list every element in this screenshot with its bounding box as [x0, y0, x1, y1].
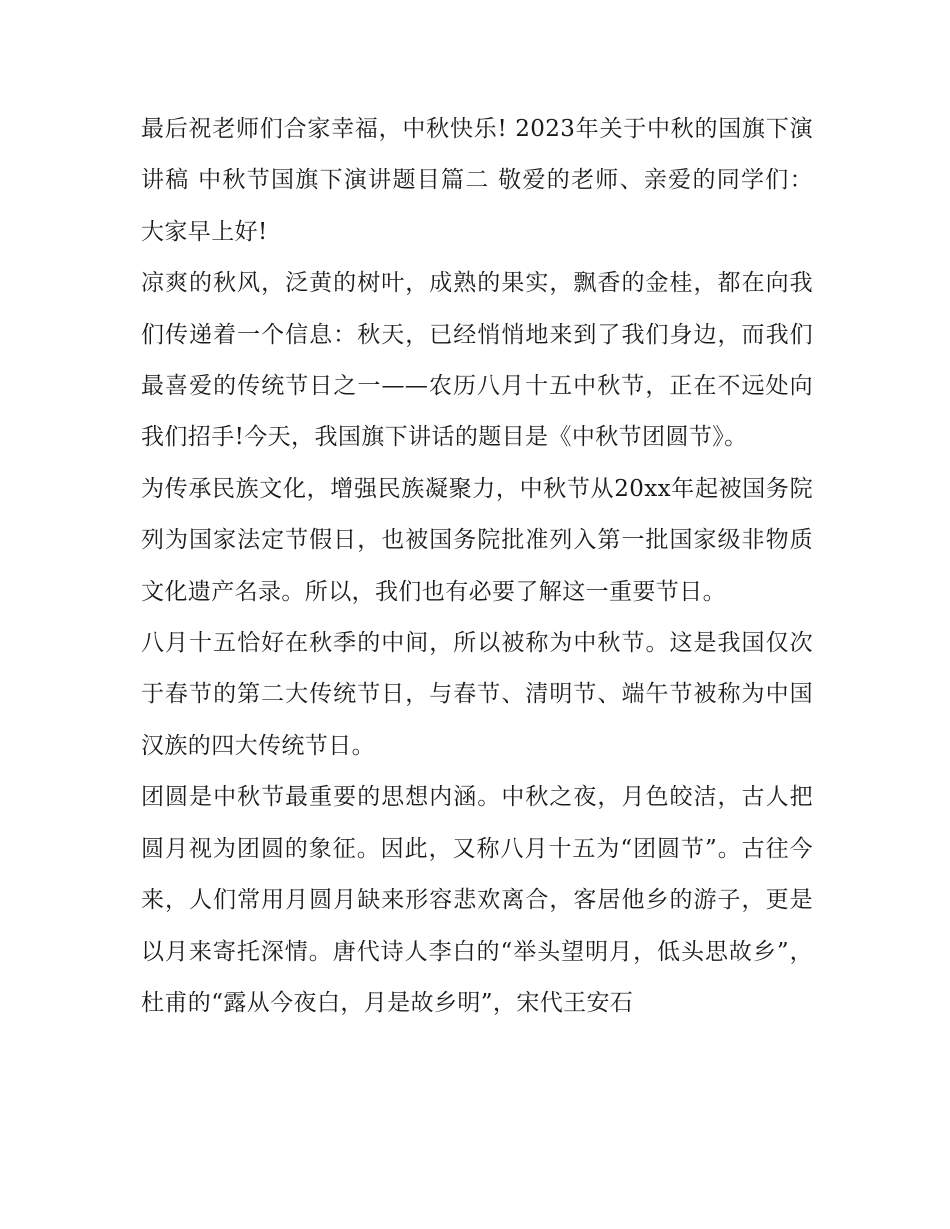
paragraph-heritage: 为传承民族文化，增强民族凝聚力，中秋节从20xx年起被国务院列为国家法定节假日，也被国务院批准列入第一批国家级非物质文化遗产名录。所以，我们也有必要了解这一重要节日。	[141, 475, 813, 605]
paragraph-closing-and-greeting: 最后祝老师们合家幸福，中秋快乐! 2023年关于中秋的国旗下演讲稿 中秋节国旗下演讲题目篇二 敬爱的老师、亲爱的同学们： 大家早上好!	[141, 116, 813, 245]
paragraph-mid-autumn-origin: 八月十五恰好在秋季的中间，所以被称为中秋节。这是我国仅次于春节的第二大传统节日，与春节、清明节、端午节被称为中国汉族的四大传统节日。	[141, 630, 813, 759]
paragraph-reunion: 团圆是中秋节最重要的思想内涵。中秋之夜，月色皎洁，古人把圆月视为团圆的象征。因此，又称八月十五为“团圆节”。古往今来，人们常用月圆月缺来形容悲欢离合，客居他乡的游子，更是以月来寄托深情。唐代诗人李白的“举头望明月，低头思故乡”，杜甫的“露从今夜白，月是故乡明”，宋代王安石	[141, 784, 813, 1016]
paragraph-autumn-intro: 凉爽的秋风，泛黄的树叶，成熟的果实，飘香的金桂，都在向我们传递着一个信息：秋天，已经悄悄地来到了我们身边，而我们最喜爱的传统节日之一——农历八月十五中秋节，正在不远处向我们招手!今天，我国旗下讲话的题目是《中秋节团圆节》。	[141, 270, 813, 451]
document-body	[141, 104, 813, 1029]
